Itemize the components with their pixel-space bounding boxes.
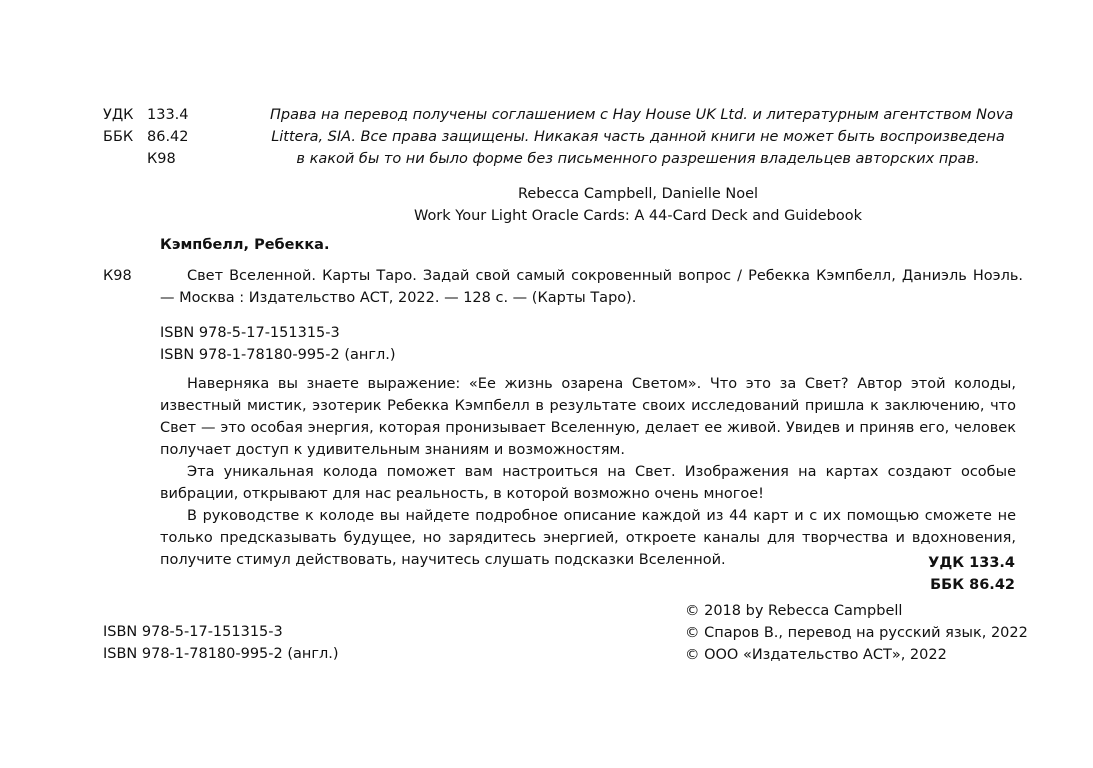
annotation [160,373,1016,571]
bbk-value: 86.42 [147,129,189,145]
udk-label: УДК [103,107,134,123]
isbn-line: ISBN 978-1-78180-995-2 (англ.) [160,347,396,363]
udk-row [103,104,253,126]
original-edition [270,183,1006,227]
isbn-line: ISBN 978-5-17-151315-3 [103,624,283,640]
bib-mark: К98 [103,268,132,284]
author-mark: К98 [147,151,176,167]
annotation-paragraph: В руководстве к колоде вы найдете подробное описание каждой из 44 карт и с их помощью сможете не только предсказывать будущее, но зарядитесь энергией, откроете каналы для творчества и вдохновения, получите стимул действовать, научитесь слушать подсказки Вселенной. [160,508,1016,568]
original-authors: Rebecca Campbell, Danielle Noel [517,186,759,202]
classification-codes [103,104,253,170]
bbk-row [103,126,253,148]
copyright-line: © 2018 by Rebecca Campbell [685,603,903,619]
copyright-block [685,600,1028,666]
isbn-list [160,322,396,366]
annotation-paragraph: Наверняка вы знаете выражение: «Ее жизнь озарена Светом». Что это за Свет? Автор этой колоды, известный мистик, эзотерик Ребекка Кэмпбелл в результате своих исследований пришла к заключению, что Свет — это особая энергия, которая пронизывает Вселенную, делает ее живой. Увидев и приняв его, человек получает доступ к удивительным знаниям и возможностям. [160,376,1016,458]
original-title: Work Your Light Oracle Cards: A 44-Card Deck and Guidebook [413,208,863,224]
bbk-label: ББК [103,129,134,145]
author-heading: Кэмпбелл, Ребекка. [160,237,330,253]
rights-line: Права на перевод получены соглашением с Hay House UK Ltd. и литературным агентством Nova [270,107,1014,123]
udk-right: УДК 133.4 [928,555,1015,571]
rights-line: Littera, SIA. Все права защищены. Никакая часть данной книги не может быть воспроизведена [271,129,1005,145]
rights-line: в какой бы то ни было форме без письменного разрешения владельцев авторских прав. [296,151,980,167]
udk-value: 133.4 [147,107,189,123]
copyright-line: © ООО «Издательство АСТ», 2022 [685,647,947,663]
isbn-line: ISBN 978-1-78180-995-2 (англ.) [103,646,339,662]
rights-note [270,104,1014,170]
bib-description: Свет Вселенной. Карты Таро. Задай свой самый сокровенный вопрос / Ребекка Кэмпбелл, Даниэль Ноэль. — Москва : Издательство АСТ, 2022. — 128 с. — (Карты Таро). [160,268,1023,306]
classification-right [928,552,1015,596]
bbk-right: ББК 86.42 [930,577,1015,593]
isbn-line: ISBN 978-5-17-151315-3 [160,325,340,341]
annotation-paragraph: Эта уникальная колода поможет вам настроиться на Свет. Изображения на картах создают особые вибрации, открывают для нас реальность, в которой возможно очень многое! [160,464,1016,502]
isbn-bottom [103,621,339,665]
copyright-line: © Спаров В., перевод на русский язык, 2022 [685,625,1028,641]
